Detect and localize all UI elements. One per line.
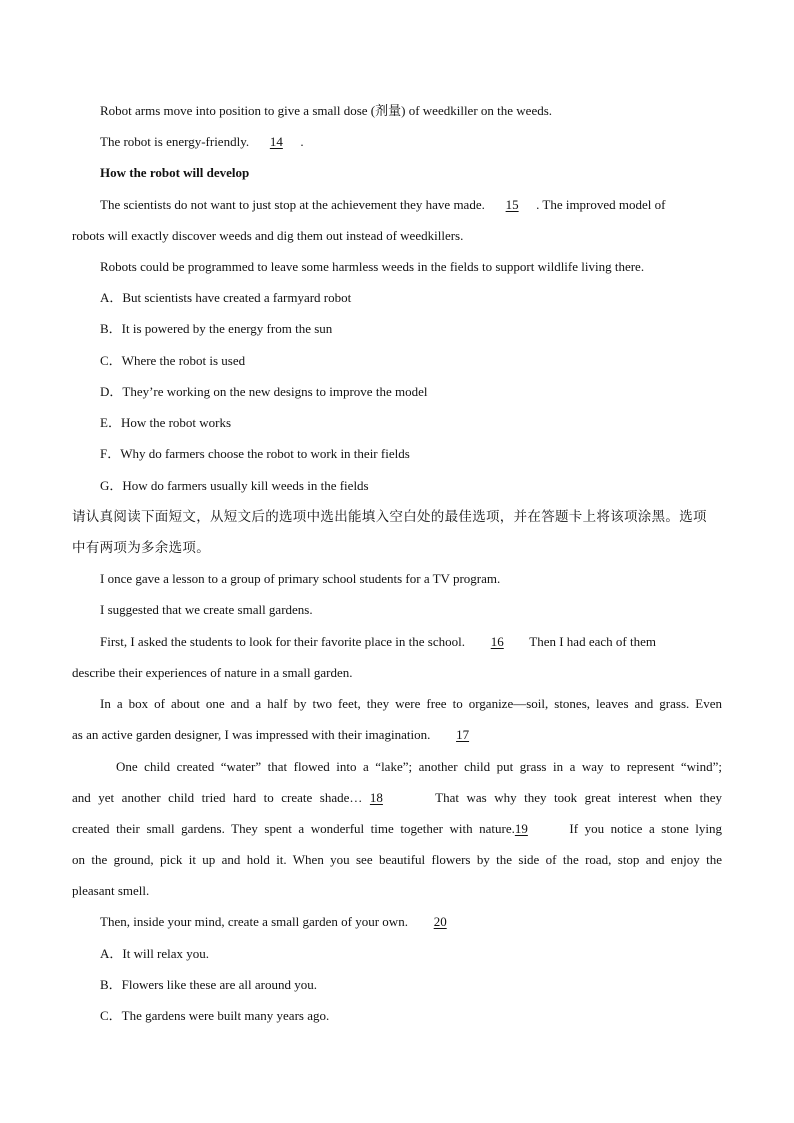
child-tail-2: That was why they took great interest when they bbox=[427, 790, 722, 805]
child-text-3: created their small gardens. They spent a wonderful time together with nature. bbox=[72, 821, 515, 836]
option-f-part1: F．Why do farmers choose the robot to work in their fields bbox=[100, 446, 410, 461]
then-text: Then, inside your mind, create a small garden of your own. bbox=[100, 914, 412, 929]
para-scientists-line2: robots will exactly discover weeds and dig them out instead of weedkillers. bbox=[72, 228, 464, 243]
blank-15[interactable]: 15 bbox=[505, 197, 519, 212]
para-suggested: I suggested that we create small gardens. bbox=[100, 602, 313, 617]
para-child-line4: on the ground, pick it up and hold it. When you see beautiful flowers by the side of the road, stop and enjoy the bbox=[72, 852, 722, 867]
heading-develop: How the robot will develop bbox=[100, 165, 250, 180]
para-box-line2 bbox=[72, 726, 492, 744]
blank-19[interactable]: 19 bbox=[514, 821, 528, 836]
para-scientists-line1 bbox=[100, 196, 665, 214]
blank-17[interactable]: 17 bbox=[456, 727, 470, 742]
first-tail: Then I had each of them bbox=[526, 634, 656, 649]
scientists-tail: . The improved model of bbox=[536, 197, 666, 212]
line-robot-arms: Robot arms move into position to give a small dose (剂量) of weedkiller on the weeds. bbox=[100, 103, 553, 118]
line-energy-friendly bbox=[100, 133, 304, 151]
energy-text: The robot is energy-friendly. bbox=[100, 134, 253, 149]
option-a-part2: A．It will relax you. bbox=[100, 946, 210, 961]
option-c-part2: C．The gardens were built many years ago. bbox=[100, 1008, 330, 1023]
blank-14[interactable]: 14 bbox=[269, 134, 283, 149]
para-box-line1: In a box of about one and a half by two feet, they were free to organize—soil, stones, leaves and grass. Even bbox=[100, 696, 722, 711]
scientists-text: The scientists do not want to just stop at the achievement they have made. bbox=[100, 197, 489, 212]
option-c-part1: C．Where the robot is used bbox=[100, 353, 246, 368]
blank-18[interactable]: 18 bbox=[369, 790, 383, 805]
blank-16[interactable]: 16 bbox=[490, 634, 504, 649]
option-g-part1: G．How do farmers usually kill weeds in the fields bbox=[100, 478, 369, 493]
first-text: First, I asked the students to look for their favorite place in the school. bbox=[100, 634, 469, 649]
instruction-line2: 中有两项为多余选项。 bbox=[72, 540, 210, 556]
option-b-part2: B．Flowers like these are all around you. bbox=[100, 977, 317, 992]
option-d-part1: D．They’re working on the new designs to improve the model bbox=[100, 384, 428, 399]
para-child-line1: One child created “water” that flowed into a “lake”; another child put grass in a way to represent “wind”; bbox=[116, 759, 722, 774]
para-lesson: I once gave a lesson to a group of primary school students for a TV program. bbox=[100, 571, 501, 586]
child-tail-3: If you notice a stone lying bbox=[562, 821, 722, 836]
instruction-line1: 请认真阅读下面短文，从短文后的选项中选出能填入空白处的最佳选项，并在答题卡上将该项涂黑。选项 bbox=[72, 509, 707, 525]
para-first-line2: describe their experiences of nature in a small garden. bbox=[72, 665, 353, 680]
option-a-part1: A．But scientists have created a farmyard robot bbox=[100, 290, 352, 305]
option-b-part1: B．It is powered by the energy from the sun bbox=[100, 321, 333, 336]
para-first-line1 bbox=[100, 633, 656, 651]
box-text: as an active garden designer, I was impressed with their imagination. bbox=[72, 727, 434, 742]
para-child-line5: pleasant smell. bbox=[72, 883, 150, 898]
blank-20[interactable]: 20 bbox=[433, 914, 447, 929]
para-child-line2 bbox=[72, 789, 722, 807]
energy-end: . bbox=[300, 134, 304, 149]
para-programmed: Robots could be programmed to leave some harmless weeds in the fields to support wildlife living there. bbox=[100, 259, 645, 274]
child-text-2: and yet another child tried hard to create shade… bbox=[72, 790, 370, 805]
para-child-line3 bbox=[72, 820, 722, 838]
option-e-part1: E．How the robot works bbox=[100, 415, 232, 430]
para-then bbox=[100, 913, 469, 931]
